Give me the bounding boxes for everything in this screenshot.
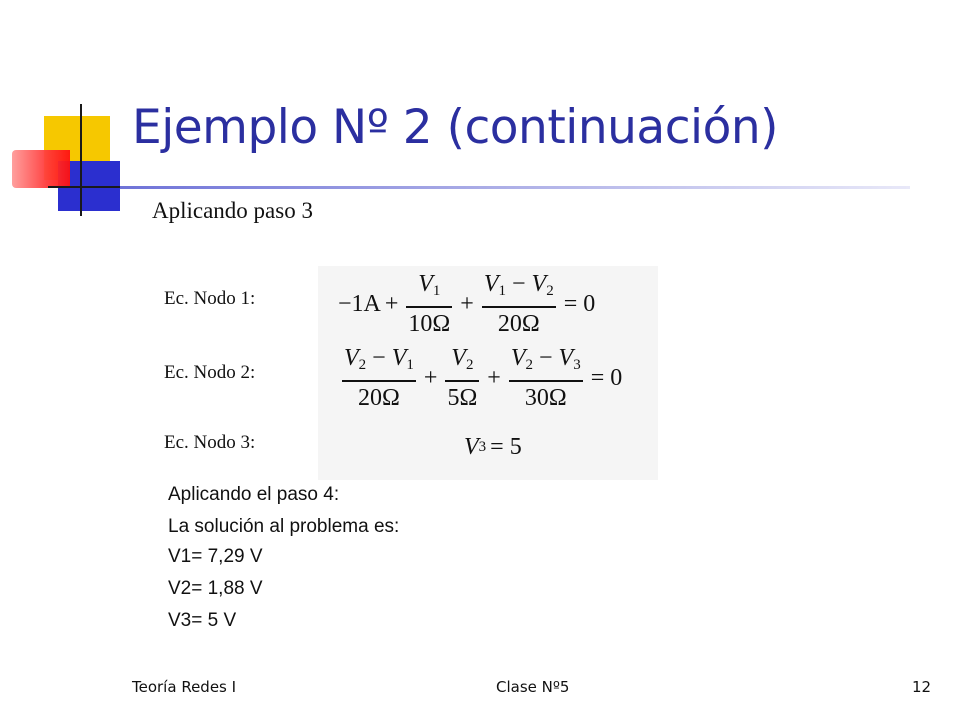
- var: V: [451, 345, 466, 371]
- equation-label-node1: Ec. Nodo 1:: [164, 288, 256, 309]
- sub: 1: [498, 283, 506, 299]
- eq2-frac1: [342, 343, 416, 414]
- eq2-frac2: [445, 343, 479, 414]
- logo-horizontal-line: [48, 186, 130, 188]
- eq2-op2: +: [487, 364, 501, 391]
- eq1-tail: = 0: [563, 290, 596, 317]
- sub: 2: [358, 357, 367, 373]
- step3-heading: Aplicando paso 3: [152, 198, 313, 223]
- sub: 2: [465, 357, 474, 373]
- eq1-lead: −1A: [338, 290, 381, 317]
- logo-red-bar: [12, 150, 70, 188]
- minus: −: [533, 345, 559, 371]
- sub: 2: [525, 357, 533, 373]
- step4-heading: Aplicando el paso 4:: [168, 484, 340, 505]
- equation-node2: [338, 343, 626, 414]
- equation-label-node2: Ec. Nodo 2:: [164, 362, 256, 383]
- var: V: [344, 345, 359, 371]
- var: V: [418, 271, 433, 297]
- eq1-op2: +: [460, 290, 474, 317]
- sub: 3: [573, 357, 581, 373]
- solution-v3: V3= 5 V: [168, 610, 237, 631]
- eq1-frac1: [406, 269, 452, 340]
- eq3-var-sub: 3: [478, 439, 487, 455]
- eq2-frac2-num: [449, 343, 475, 380]
- var: V: [510, 345, 526, 371]
- eq2-tail: = 0: [590, 364, 623, 391]
- eq1-op1: +: [384, 290, 399, 317]
- eq1-frac1-num: [416, 269, 442, 306]
- logo-vertical-line: [80, 104, 82, 216]
- eq1-frac1-den: 10Ω: [408, 310, 451, 337]
- eq1-frac2-den: 20Ω: [497, 310, 540, 337]
- solution-v2: V2= 1,88 V: [168, 578, 263, 599]
- var: V: [391, 345, 407, 371]
- minus: −: [366, 345, 392, 371]
- eq3-var: V: [464, 434, 479, 460]
- var: V: [531, 271, 547, 297]
- eq2-frac1-den: 20Ω: [358, 384, 400, 411]
- eq2-frac2-den: 5Ω: [447, 384, 478, 411]
- eq2-frac3: [509, 343, 583, 414]
- sub: 1: [432, 283, 441, 299]
- footer-page-number: 12: [912, 678, 932, 696]
- sub: 2: [546, 283, 554, 299]
- solution-v1: V1= 7,29 V: [168, 546, 263, 567]
- equation-node3: [464, 434, 526, 461]
- equation-label-node3: Ec. Nodo 3:: [164, 432, 256, 453]
- var: V: [558, 345, 574, 371]
- eq1-frac2-num: [482, 269, 556, 306]
- equation-node1: [338, 269, 599, 340]
- solution-intro: La solución al problema es:: [168, 516, 400, 537]
- eq2-frac3-num: [509, 343, 583, 380]
- footer-class: Clase Nº5: [496, 678, 570, 696]
- eq1-frac2: [482, 269, 556, 340]
- title-underline: [120, 186, 910, 189]
- var: V: [483, 271, 499, 297]
- eq2-frac3-den: 30Ω: [524, 384, 567, 411]
- eq2-frac1-num: [342, 343, 416, 380]
- eq2-op1: +: [423, 364, 438, 391]
- eq3-tail: = 5: [490, 434, 522, 460]
- minus: −: [505, 271, 532, 297]
- footer-course: Teoría Redes I: [132, 678, 237, 696]
- slide-title: Ejemplo Nº 2 (continuación): [132, 100, 778, 155]
- sub: 1: [406, 357, 414, 373]
